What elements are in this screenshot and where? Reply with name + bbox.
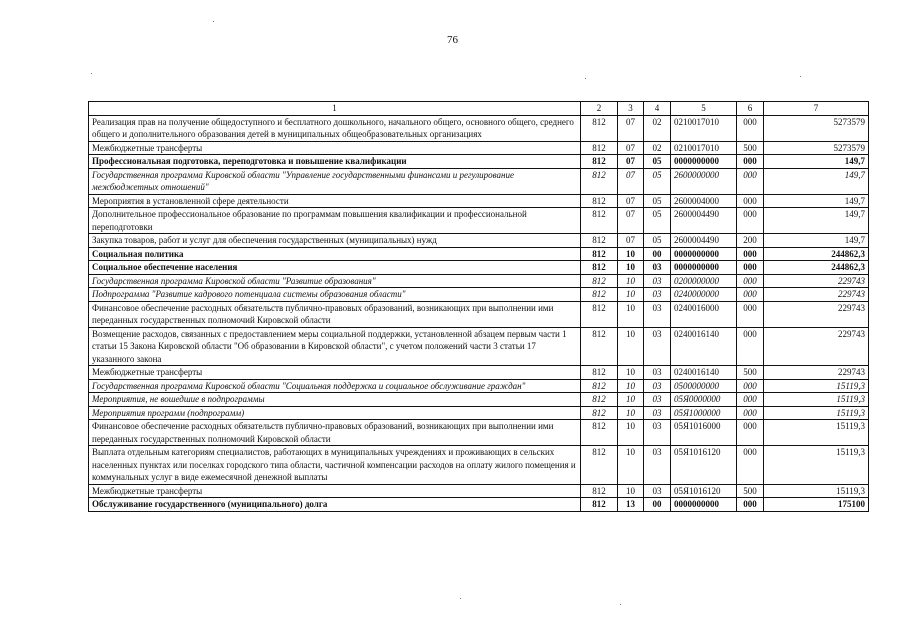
cell-section: 10 <box>618 420 644 446</box>
cell-amount: 5273579 <box>764 115 869 141</box>
cell-target-code: 0240016140 <box>671 327 737 366</box>
cell-name: Межбюджетные трансферты <box>89 484 581 498</box>
cell-section: 07 <box>618 194 644 208</box>
table-row <box>89 393 869 407</box>
cell-amount: 15119,3 <box>764 379 869 393</box>
cell-amount: 15119,3 <box>764 484 869 498</box>
cell-amount: 149,7 <box>764 234 869 248</box>
cell-amount: 229743 <box>764 274 869 288</box>
cell-section: 07 <box>618 168 644 194</box>
cell-section: 10 <box>618 327 644 366</box>
cell-subsection: 03 <box>644 393 671 407</box>
cell-target-code: 2600004490 <box>671 234 737 248</box>
cell-target-code: 2600000000 <box>671 168 737 194</box>
cell-name: Обслуживание государственного (муниципального) долга <box>89 498 581 512</box>
table-row <box>89 420 869 446</box>
cell-section: 07 <box>618 155 644 169</box>
cell-name: Профессиональная подготовка, переподготовка и повышение квалификации <box>89 155 581 169</box>
cell-subsection: 05 <box>644 234 671 248</box>
table-row <box>89 379 869 393</box>
cell-target-code: 05Я1016120 <box>671 446 737 485</box>
cell-expense-kind: 000 <box>737 274 764 288</box>
cell-amount: 149,7 <box>764 168 869 194</box>
table-header-row <box>89 102 869 116</box>
cell-section: 10 <box>618 301 644 327</box>
cell-expense-kind: 000 <box>737 115 764 141</box>
cell-section: 10 <box>618 406 644 420</box>
cell-section: 07 <box>618 234 644 248</box>
cell-name: Возмещение расходов, связанных с предоставлением меры социальной поддержки, установленной абзацем первым части 1 статьи 15 Закона Кировской области "Об образовании в Кировской области", с учетом положений части 3 статьи 17 указанного закона <box>89 327 581 366</box>
cell-target-code: 0210017010 <box>671 115 737 141</box>
header-col-1: 1 <box>89 102 581 116</box>
cell-name: Мероприятия в установленной сфере деятельности <box>89 194 581 208</box>
table-row <box>89 498 869 512</box>
table-row <box>89 234 869 248</box>
cell-subsection: 05 <box>644 208 671 234</box>
cell-name: Дополнительное профессиональное образование по программам повышения квалификации и профессиональной переподготовки <box>89 208 581 234</box>
cell-name: Социальная политика <box>89 247 581 261</box>
cell-name: Государственная программа Кировской области "Управление государственными финансами и регулирование межбюджетных отношений" <box>89 168 581 194</box>
cell-subsection: 02 <box>644 115 671 141</box>
table-row <box>89 484 869 498</box>
cell-amount: 149,7 <box>764 155 869 169</box>
cell-name: Реализация прав на получение общедоступного и бесплатного дошкольного, начального общего, основного общего, среднего общего и дополнительного образования детей в муниципальных общеобразовательных организациях <box>89 115 581 141</box>
table-row <box>89 406 869 420</box>
table-row <box>89 247 869 261</box>
cell-ministry: 812 <box>581 327 618 366</box>
cell-target-code: 2600004000 <box>671 194 737 208</box>
cell-expense-kind: 500 <box>737 484 764 498</box>
cell-name: Государственная программа Кировской области "Развитие образования" <box>89 274 581 288</box>
table-row <box>89 141 869 155</box>
cell-name: Мероприятия программ (подпрограмм) <box>89 406 581 420</box>
header-col-7: 7 <box>764 102 869 116</box>
cell-name: Межбюджетные трансферты <box>89 141 581 155</box>
cell-ministry: 812 <box>581 208 618 234</box>
cell-ministry: 812 <box>581 288 618 302</box>
cell-subsection: 03 <box>644 261 671 275</box>
cell-expense-kind: 000 <box>737 406 764 420</box>
cell-amount: 15119,3 <box>764 446 869 485</box>
table-row <box>89 446 869 485</box>
table-row <box>89 115 869 141</box>
cell-subsection: 02 <box>644 141 671 155</box>
table-body <box>89 115 869 511</box>
cell-ministry: 812 <box>581 115 618 141</box>
cell-name: Межбюджетные трансферты <box>89 366 581 380</box>
cell-subsection: 03 <box>644 420 671 446</box>
cell-name: Закупка товаров, работ и услуг для обеспечения государственных (муниципальных) нужд <box>89 234 581 248</box>
cell-expense-kind: 000 <box>737 288 764 302</box>
cell-ministry: 812 <box>581 366 618 380</box>
cell-ministry: 812 <box>581 274 618 288</box>
cell-subsection: 05 <box>644 155 671 169</box>
cell-ministry: 812 <box>581 168 618 194</box>
cell-expense-kind: 500 <box>737 366 764 380</box>
cell-section: 10 <box>618 261 644 275</box>
cell-expense-kind: 200 <box>737 234 764 248</box>
cell-name: Финансовое обеспечение расходных обязательств публично-правовых образований, возникающих при выполнении ими переданных государственных полномочий Кировской области <box>89 301 581 327</box>
cell-target-code: 0240000000 <box>671 288 737 302</box>
cell-subsection: 03 <box>644 274 671 288</box>
cell-expense-kind: 000 <box>737 393 764 407</box>
cell-target-code: 0000000000 <box>671 247 737 261</box>
cell-expense-kind: 000 <box>737 446 764 485</box>
cell-name: Государственная программа Кировской области "Социальная поддержка и социальное обслуживание граждан" <box>89 379 581 393</box>
cell-target-code: 0210017010 <box>671 141 737 155</box>
cell-section: 10 <box>618 288 644 302</box>
cell-ministry: 812 <box>581 406 618 420</box>
cell-section: 07 <box>618 208 644 234</box>
cell-expense-kind: 000 <box>737 155 764 169</box>
cell-expense-kind: 000 <box>737 168 764 194</box>
table-row <box>89 288 869 302</box>
cell-target-code: 05Я0000000 <box>671 393 737 407</box>
cell-ministry: 812 <box>581 379 618 393</box>
cell-target-code: 05Я1016000 <box>671 420 737 446</box>
header-col-2: 2 <box>581 102 618 116</box>
cell-expense-kind: 000 <box>737 327 764 366</box>
table-row <box>89 301 869 327</box>
cell-subsection: 05 <box>644 168 671 194</box>
cell-ministry: 812 <box>581 261 618 275</box>
cell-subsection: 00 <box>644 247 671 261</box>
cell-subsection: 03 <box>644 301 671 327</box>
cell-amount: 229743 <box>764 301 869 327</box>
cell-subsection: 03 <box>644 379 671 393</box>
cell-section: 13 <box>618 498 644 512</box>
cell-ministry: 812 <box>581 194 618 208</box>
cell-expense-kind: 000 <box>737 194 764 208</box>
cell-subsection: 03 <box>644 366 671 380</box>
cell-section: 10 <box>618 484 644 498</box>
cell-expense-kind: 000 <box>737 379 764 393</box>
cell-amount: 229743 <box>764 366 869 380</box>
cell-target-code: 05Я1016120 <box>671 484 737 498</box>
cell-target-code: 05Я1000000 <box>671 406 737 420</box>
table-row <box>89 155 869 169</box>
cell-expense-kind: 000 <box>737 261 764 275</box>
cell-ministry: 812 <box>581 420 618 446</box>
cell-expense-kind: 000 <box>737 498 764 512</box>
table-row <box>89 274 869 288</box>
cell-section: 10 <box>618 247 644 261</box>
cell-target-code: 0240016140 <box>671 366 737 380</box>
cell-section: 07 <box>618 115 644 141</box>
header-col-3: 3 <box>618 102 644 116</box>
cell-amount: 15119,3 <box>764 420 869 446</box>
cell-ministry: 812 <box>581 155 618 169</box>
cell-expense-kind: 000 <box>737 301 764 327</box>
cell-target-code: 0240016000 <box>671 301 737 327</box>
cell-ministry: 812 <box>581 393 618 407</box>
cell-ministry: 812 <box>581 498 618 512</box>
table-row <box>89 168 869 194</box>
cell-name: Выплата отдельным категориям специалистов, работающих в муниципальных учреждениях и проживающих в сельских населенных пунктах или поселках городского типа области, частичной компенсации расходов на оплату жилого помещения и коммунальных услуг в виде ежемесячной денежной выплаты <box>89 446 581 485</box>
cell-target-code: 0500000000 <box>671 379 737 393</box>
cell-section: 07 <box>618 141 644 155</box>
cell-target-code: 0000000000 <box>671 155 737 169</box>
cell-subsection: 03 <box>644 288 671 302</box>
cell-name: Социальное обеспечение населения <box>89 261 581 275</box>
cell-ministry: 812 <box>581 301 618 327</box>
cell-expense-kind: 000 <box>737 247 764 261</box>
cell-amount: 15119,3 <box>764 393 869 407</box>
cell-target-code: 0000000000 <box>671 261 737 275</box>
cell-amount: 15119,3 <box>764 406 869 420</box>
page-number: 76 <box>447 34 458 46</box>
cell-section: 10 <box>618 393 644 407</box>
table-row <box>89 366 869 380</box>
budget-table <box>88 101 869 512</box>
cell-name: Финансовое обеспечение расходных обязательств публично-правовых образований, возникающих при выполнении ими переданных государственных полномочий Кировской области <box>89 420 581 446</box>
cell-ministry: 812 <box>581 234 618 248</box>
cell-subsection: 03 <box>644 484 671 498</box>
table-row <box>89 327 869 366</box>
cell-amount: 244862,3 <box>764 261 869 275</box>
cell-amount: 229743 <box>764 288 869 302</box>
cell-target-code: 2600004490 <box>671 208 737 234</box>
table-row <box>89 261 869 275</box>
table-row <box>89 208 869 234</box>
cell-section: 10 <box>618 366 644 380</box>
cell-expense-kind: 000 <box>737 208 764 234</box>
cell-section: 10 <box>618 379 644 393</box>
cell-subsection: 03 <box>644 406 671 420</box>
cell-ministry: 812 <box>581 446 618 485</box>
cell-expense-kind: 500 <box>737 141 764 155</box>
header-col-4: 4 <box>644 102 671 116</box>
cell-subsection: 03 <box>644 327 671 366</box>
cell-amount: 229743 <box>764 327 869 366</box>
table-row <box>89 194 869 208</box>
cell-expense-kind: 000 <box>737 420 764 446</box>
cell-section: 10 <box>618 446 644 485</box>
cell-amount: 149,7 <box>764 208 869 234</box>
cell-amount: 175100 <box>764 498 869 512</box>
cell-target-code: 0200000000 <box>671 274 737 288</box>
cell-section: 10 <box>618 274 644 288</box>
cell-subsection: 03 <box>644 446 671 485</box>
cell-amount: 5273579 <box>764 141 869 155</box>
header-col-5: 5 <box>671 102 737 116</box>
cell-ministry: 812 <box>581 484 618 498</box>
cell-ministry: 812 <box>581 247 618 261</box>
cell-target-code: 0000000000 <box>671 498 737 512</box>
cell-subsection: 00 <box>644 498 671 512</box>
header-col-6: 6 <box>737 102 764 116</box>
cell-name: Мероприятия, не вошедшие в подпрограммы <box>89 393 581 407</box>
cell-amount: 244862,3 <box>764 247 869 261</box>
cell-subsection: 05 <box>644 194 671 208</box>
cell-ministry: 812 <box>581 141 618 155</box>
cell-amount: 149,7 <box>764 194 869 208</box>
cell-name: Подпрограмма "Развитие кадрового потенциала системы образования области" <box>89 288 581 302</box>
